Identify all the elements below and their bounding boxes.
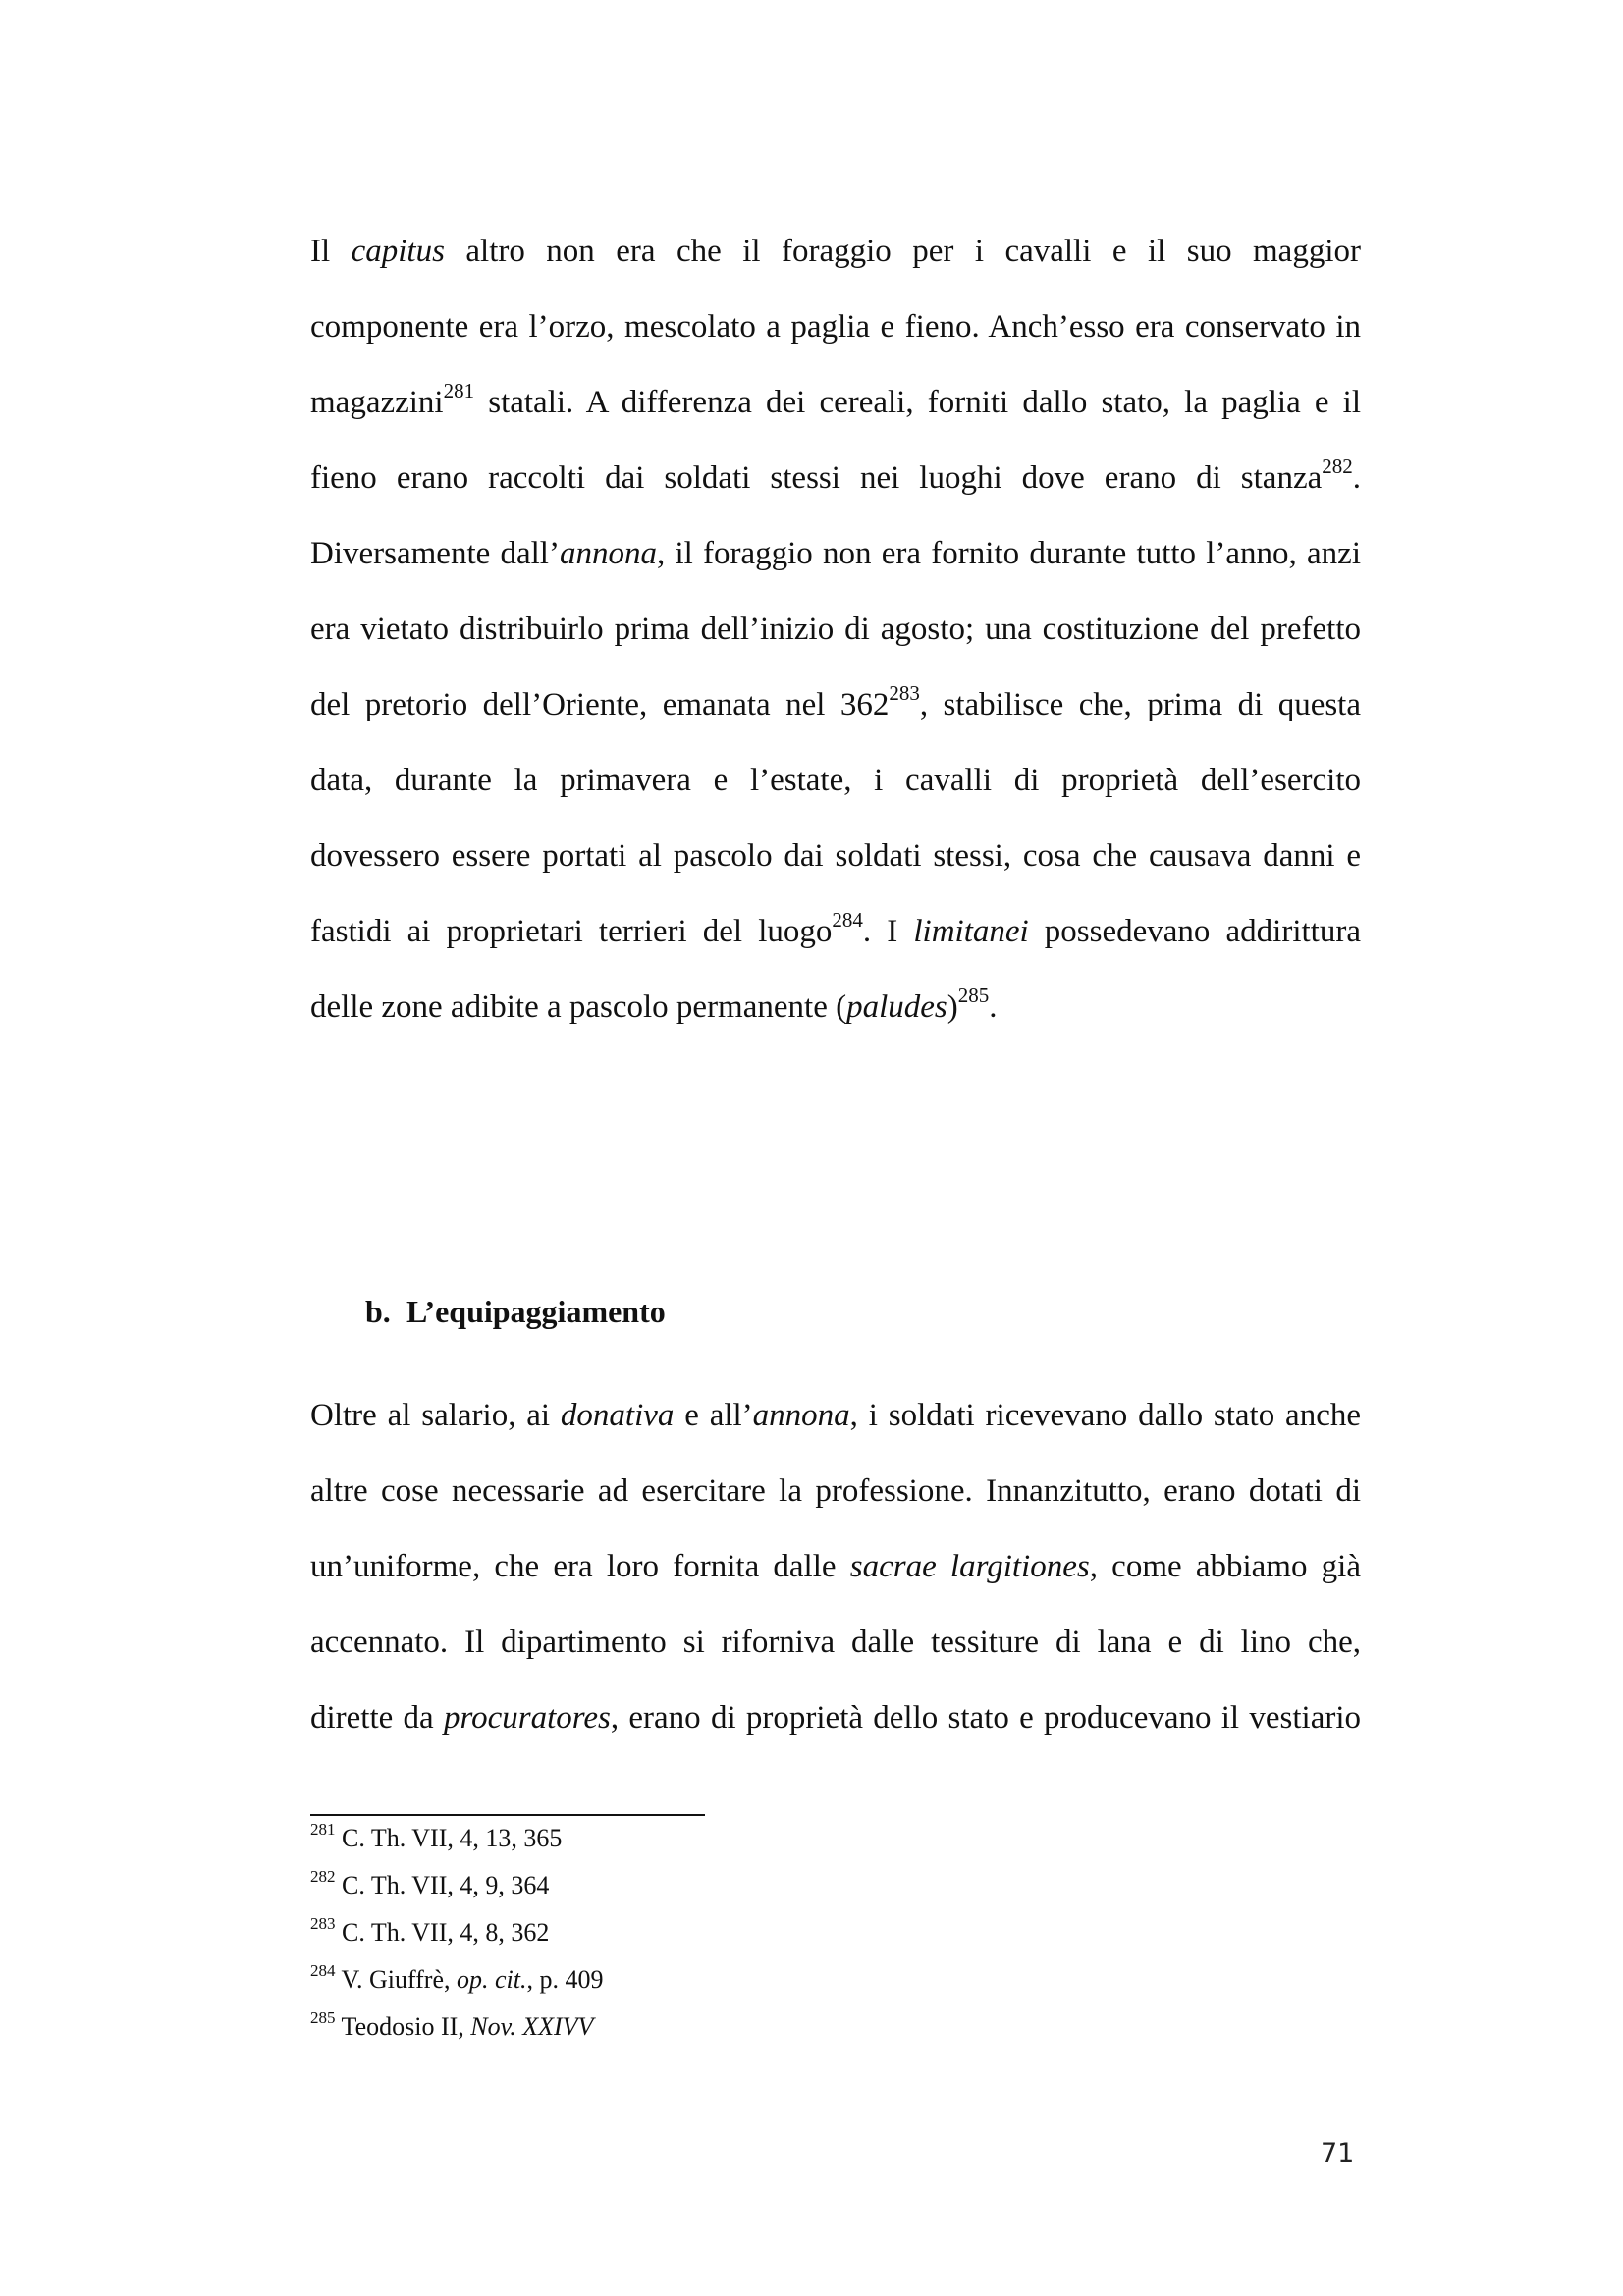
footnote-number: 281 (310, 1820, 336, 1840)
footnote-ref[interactable]: 284 (832, 908, 863, 932)
page-number: 71 (1321, 2138, 1355, 2168)
text-line: delle zone adibite a pascolo permanente (paludes)$^{285}$. (310, 984, 998, 1025)
footnote-ref[interactable]: 283 (889, 681, 920, 705)
footnote: $^{281}$ C. Th. VII, 4, 13, 365 (310, 1820, 563, 1852)
footnote-separator (310, 1814, 705, 1816)
section-letter: b. (365, 1294, 391, 1329)
footnote: $^{283}$ C. Th. VII, 4, 8, 362 (310, 1914, 550, 1947)
footnote-ref[interactable]: 285 (957, 984, 990, 1007)
text-line: magazzini$^{281}$ statali. A differenza dei cereali, forniti dallo stato, la paglia e il (310, 379, 1361, 420)
text-line: Oltre al salario, ai donativa e all’annona, i soldati ricevevano dallo stato anche (310, 1398, 1361, 1433)
footnote: $^{282}$ C. Th. VII, 4, 9, 364 (310, 1867, 550, 1899)
text-line: fieno erano raccolti dai soldati stessi nei luoghi dove erano di stanza$^{282}$. (310, 454, 1361, 496)
footnote-number: 283 (310, 1914, 336, 1934)
text-line: Diversamente dall’annona, il foraggio non era fornito durante tutto l’anno, anzi (310, 536, 1361, 571)
footnote-number: 285 (310, 2008, 336, 2028)
text-line: data, durante la primavera e l’estate, i cavalli di proprietà dell’esercito (310, 763, 1361, 798)
section-heading (365, 1294, 666, 1330)
footnote-ref[interactable]: 281 (443, 379, 475, 402)
footnote: $^{285}$ Teodosio II, Nov. XXIVV (310, 2008, 594, 2041)
text-line: dirette da procuratores, erano di proprietà dello stato e producevano il vestiario (310, 1700, 1361, 1735)
footnote: $^{284}$ V. Giuffrè, op. cit., p. 409 (310, 1961, 604, 1994)
section-title: L’equipaggiamento (406, 1294, 666, 1329)
text-line: dovessero essere portati al pascolo dai soldati stessi, cosa che causava danni e (310, 838, 1361, 874)
text-line: un’uniforme, che era loro fornita dalle sacrae largitiones, come abbiamo già (310, 1549, 1361, 1584)
text-line: altre cose necessarie ad esercitare la professione. Innanzitutto, erano dotati di (310, 1473, 1361, 1509)
footnote-number: 284 (310, 1961, 336, 1981)
text-line: componente era l’orzo, mescolato a paglia e fieno. Anch’esso era conservato in (310, 309, 1361, 345)
text-line: del pretorio dell’Oriente, emanata nel $362^{283}$, stabilisce che, prima di questa (310, 681, 1361, 722)
footnote-number: 282 (310, 1867, 336, 1887)
text-line: fastidi ai proprietari terrieri del luogo$^{284}$. I limitanei possedevano addirittura (310, 908, 1361, 949)
text-line: accennato. Il dipartimento si riforniva dalle tessiture di lana e di lino che, (310, 1625, 1361, 1660)
footnote-ref[interactable]: 282 (1322, 454, 1353, 478)
text-line: Il capitus altro non era che il foraggio per i cavalli e il suo maggior (310, 234, 1361, 269)
text-line: era vietato distribuirlo prima dell’inizio di agosto; una costituzione del prefetto (310, 612, 1361, 647)
